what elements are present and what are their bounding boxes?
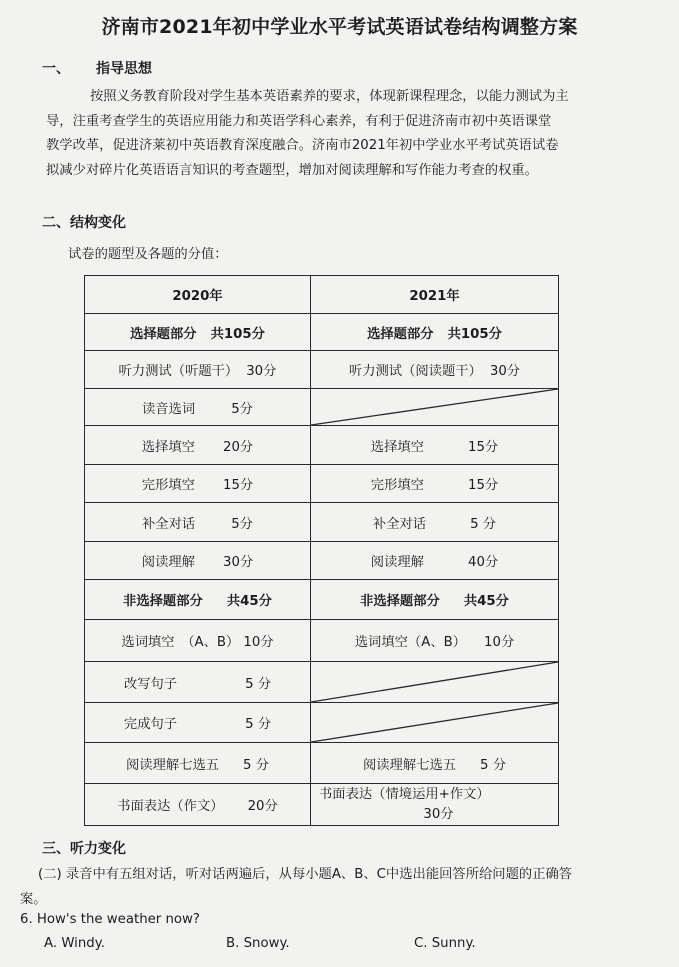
nonchoice-section-label: 非选择题部分 xyxy=(123,594,203,609)
section-1-heading: 指导思想 xyxy=(96,61,152,77)
listening-instruction: (二) 录音中有五组对话，听对话两遍后，从每小题A、B、C中选出能回答所给问题的正确答 xyxy=(38,867,573,882)
nonchoice-section-row xyxy=(85,580,559,620)
section-3-heading: 三、听力变化 xyxy=(42,841,126,857)
item-score: 5分 xyxy=(231,401,253,417)
paragraph-line: 拟减少对碎片化英语语言知识的考查题型，增加对阅读理解和写作能力考查的权重。 xyxy=(46,162,538,178)
item-score: 5 分 xyxy=(245,676,272,692)
section-2-subheading: 试卷的题型及各题的分值： xyxy=(68,247,228,262)
table-row xyxy=(85,743,559,784)
item-label: 完成句子 xyxy=(123,717,178,732)
structure-table xyxy=(84,275,559,826)
choice-section-label: 选择题部分 xyxy=(130,326,197,342)
item-label: 选择填空 xyxy=(141,439,195,455)
item-label: 书面表达（情境运用+作文） xyxy=(319,786,490,802)
nonchoice-section-total: 共45分 xyxy=(463,594,509,609)
strike-diagonal xyxy=(311,389,558,425)
item-label: 补全对话 xyxy=(372,516,427,532)
item-score: 15分 xyxy=(467,439,499,455)
nonchoice-section-label: 非选择题部分 xyxy=(360,594,440,609)
paragraph-line: 按照义务教育阶段对学生基本英语素养的要求，体现新课程理念，以能力测试为主 xyxy=(90,89,569,104)
item-score: 30分 xyxy=(489,364,521,379)
strike-diagonal xyxy=(311,662,558,702)
item-label: 听力测试（听题干） xyxy=(118,364,239,379)
option-b: B. Snowy. xyxy=(226,936,290,951)
item-label: 听力测试（阅读题干） xyxy=(348,364,482,379)
item-label: 选词填空 （A、B） xyxy=(121,635,240,650)
table-row xyxy=(85,662,559,703)
item-label: 完形填空 xyxy=(370,478,424,493)
section-1-number: 一、 xyxy=(42,61,70,77)
removed-item-cell xyxy=(311,703,559,743)
document-title: 济南市2021年初中学业水平考试英语试卷结构调整方案 xyxy=(101,16,578,38)
table-row xyxy=(85,542,559,580)
item-label: 读音选词 xyxy=(142,401,196,417)
item-label: 选择填空 xyxy=(370,439,424,455)
item-score: 5 分 xyxy=(243,757,270,773)
item-label: 改写句子 xyxy=(123,676,178,692)
nonchoice-section-total: 共45分 xyxy=(226,594,272,609)
table-row xyxy=(85,351,559,389)
item-score: 5 分 xyxy=(470,516,497,532)
table-row xyxy=(85,503,559,542)
choice-section-row xyxy=(85,314,559,351)
table-row xyxy=(85,620,559,662)
item-score: 10分 xyxy=(243,635,274,650)
item-score: 5 分 xyxy=(245,717,272,732)
choice-section-total: 共105分 xyxy=(447,326,502,342)
removed-item-cell xyxy=(311,662,559,703)
item-score: 30分 xyxy=(222,555,254,570)
question-6: 6. How's the weather now? xyxy=(20,912,200,927)
table-row xyxy=(85,426,559,465)
item-score: 15分 xyxy=(467,478,499,493)
removed-item-cell xyxy=(311,389,559,426)
table-row xyxy=(85,465,559,503)
section-1-paragraph xyxy=(46,85,642,183)
table-row xyxy=(85,389,559,426)
listening-instruction-cont: 案。 xyxy=(20,892,47,907)
header-2021: 2021年 xyxy=(311,276,559,314)
item-label: 阅读理解七选五 xyxy=(362,757,457,773)
item-label: 书面表达（作文） xyxy=(117,799,224,814)
choice-section-label: 选择题部分 xyxy=(367,326,434,342)
item-label: 补全对话 xyxy=(142,516,196,532)
strike-diagonal xyxy=(311,703,558,742)
item-score: 20分 xyxy=(222,439,254,455)
item-score: 30分 xyxy=(246,364,277,379)
choice-section-total: 共105分 xyxy=(210,326,265,342)
table-row xyxy=(85,703,559,743)
item-score: 10分 xyxy=(484,635,515,650)
item-score: 15分 xyxy=(222,478,254,493)
item-label: 阅读理解七选五 xyxy=(125,757,220,773)
item-score: 20分 xyxy=(247,799,278,814)
paragraph-line: 导，注重考查学生的英语应用能力和英语学科心素养，有利于促进济南市初中英语课堂 xyxy=(46,113,552,129)
item-score: 30分 xyxy=(423,806,454,822)
item-label: 阅读理解 xyxy=(370,555,424,570)
table-row xyxy=(85,784,559,826)
option-c: C. Sunny. xyxy=(414,936,476,951)
item-label: 阅读理解 xyxy=(141,555,195,570)
item-score: 40分 xyxy=(467,555,499,570)
table-header-row xyxy=(85,276,559,314)
item-label: 选词填空（A、B） xyxy=(354,635,467,650)
item-score: 5 分 xyxy=(480,757,507,773)
header-2020: 2020年 xyxy=(85,276,311,314)
item-score: 5分 xyxy=(231,516,253,532)
section-2-heading: 二、结构变化 xyxy=(42,215,126,231)
paragraph-line: 教学改革，促进济莱初中英语教育深度融合。济南市2021年初中学业水平考试英语试卷 xyxy=(46,138,559,153)
option-a: A. Windy. xyxy=(44,936,105,951)
item-label: 完形填空 xyxy=(141,478,195,493)
